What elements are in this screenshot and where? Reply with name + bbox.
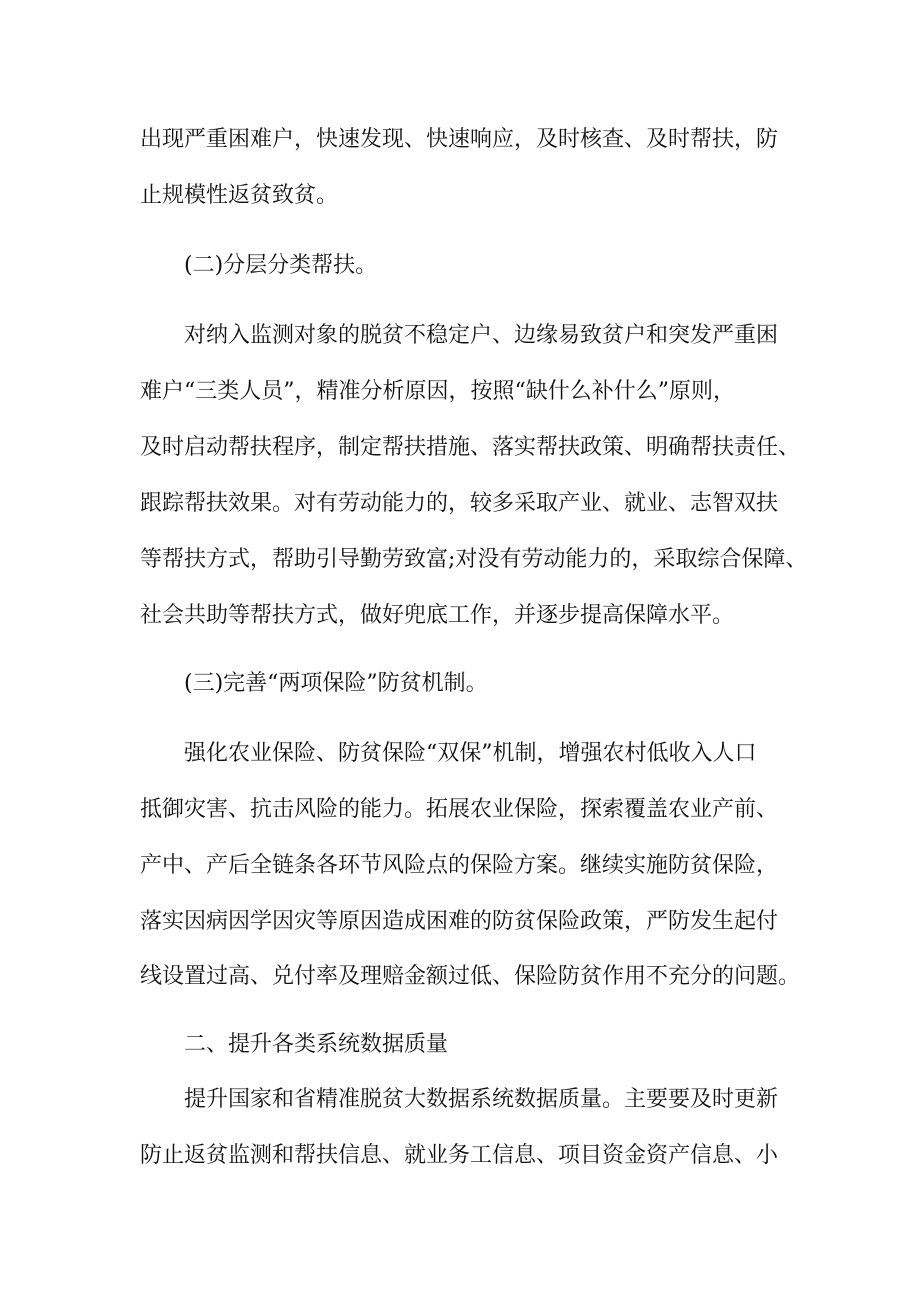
text-line: 社会共助等帮扶方式，做好兜底工作，并逐步提高保障水平。 (140, 603, 735, 628)
text-line: 止规模性返贫致贫。 (140, 183, 339, 208)
text-line: 产中、产后全链条各环节风险点的保险方案。继续实施防贫保险， (140, 853, 779, 878)
text-line: 强化农业保险、防贫保险“双保”机制，增强农村低收入人口 (184, 741, 757, 766)
text-line: 防止返贫监测和帮扶信息、就业务工信息、项目资金资产信息、小 (140, 1143, 779, 1168)
text-line: 等帮扶方式，帮助引导勤劳致富;对没有劳动能力的，采取综合保障、 (140, 547, 808, 572)
text-line: 提升国家和省精准脱贫大数据系统数据质量。主要要及时更新 (184, 1087, 779, 1112)
text-line: 落实因病因学因灾等原因造成困难的防贫保险政策，严防发生起付 (140, 909, 779, 934)
text-line: 抵御灾害、抗击风险的能力。拓展农业保险，探索覆盖农业产前、 (140, 797, 779, 822)
text-line: 跟踪帮扶效果。对有劳动能力的，较多采取产业、就业、志智双扶 (140, 491, 779, 516)
text-line: 及时启动帮扶程序，制定帮扶措施、落实帮扶政策、明确帮扶责任、 (140, 435, 801, 460)
text-line: 线设置过高、兑付率及理赔金额过低、保险防贫作用不充分的问题。 (140, 964, 801, 989)
section-heading: (三)完善“两项保险”防贫机制。 (184, 671, 488, 696)
text-line: 对纳入监测对象的脱贫不稳定户、边缘易致贫户和突发严重困 (184, 323, 779, 348)
section-heading: (二)分层分类帮扶。 (184, 253, 378, 278)
section-heading: 二、提升各类系统数据质量 (184, 1032, 449, 1057)
text-line: 出现严重困难户，快速发现、快速响应，及时核查、及时帮扶，防 (140, 127, 779, 152)
text-line: 难户“三类人员”，精准分析原因，按照“缺什么补什么”原则， (140, 379, 735, 404)
